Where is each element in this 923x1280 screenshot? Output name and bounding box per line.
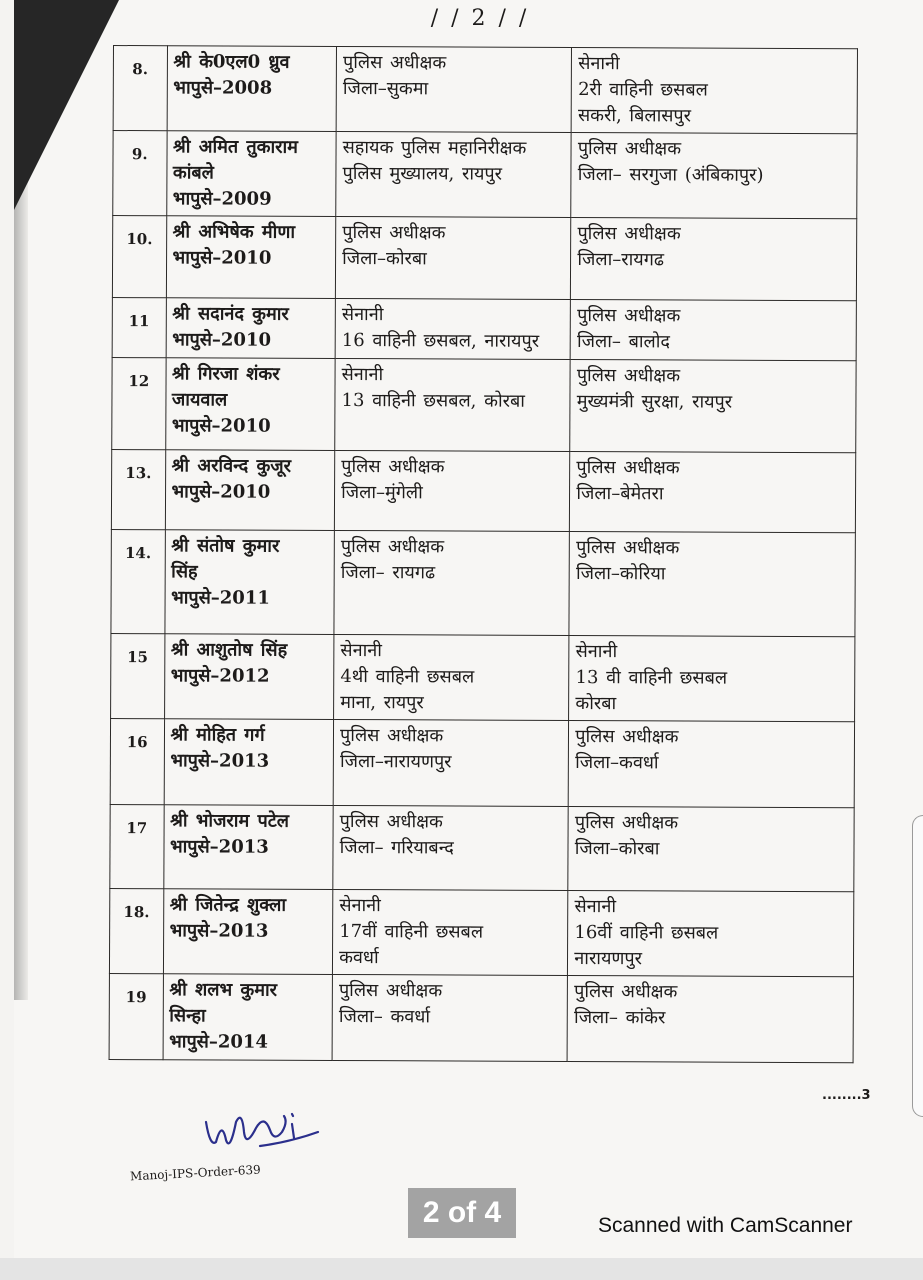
new-posting-cell: [567, 975, 853, 1062]
cell-line: कांबले: [172, 162, 214, 184]
new-posting-cell: [570, 451, 856, 532]
cell-line: पुलिस मुख्यालय, रायपुर: [342, 163, 503, 185]
cell-line: भापुसे–2009: [172, 188, 272, 210]
cell-line: पुलिस अधीक्षक: [341, 456, 445, 478]
serial-number-cell: 16: [110, 718, 164, 804]
cell-line: पुलिस अधीक्षक: [577, 223, 681, 245]
cell-line: माना, रायपुर: [340, 691, 424, 714]
cell-line: सेनानी: [339, 894, 381, 917]
viewer-bottom-bar: [0, 1258, 923, 1280]
officer-name-cell: [167, 46, 337, 132]
new-posting-cell: [571, 48, 857, 134]
table-row: [110, 718, 854, 807]
cell-line: सकरी, बिलासपुर: [577, 105, 692, 127]
new-posting-cell: [570, 359, 856, 452]
cell-line: पुलिस अधीक्षक: [577, 305, 681, 327]
current-posting-cell: [334, 634, 570, 720]
cell-line: सिन्हा: [169, 1005, 206, 1027]
serial-number-cell: 18.: [109, 888, 163, 973]
page-indicator: 2 of 4: [408, 1188, 516, 1238]
serial-number-cell: 11: [112, 297, 166, 357]
cell-line: जिला–सुकमा: [342, 78, 429, 100]
cell-line: श्री जितेन्द्र शुक्ला: [169, 894, 287, 916]
cell-line: सेनानी: [574, 896, 617, 918]
cell-line: जिला–बेमेतरा: [576, 483, 664, 505]
cell-line: पुलिस अधीक्षक: [574, 812, 679, 834]
cell-line: पुलिस अधीक्षक: [338, 979, 443, 1002]
cell-line: कोरबा: [575, 693, 617, 715]
cell-line: पुलिस अधीक्षक: [577, 138, 682, 160]
current-posting-cell: [335, 216, 571, 299]
officer-name-cell: [163, 974, 333, 1061]
cell-line: जिला–कोरबा: [574, 838, 660, 860]
current-posting-cell: [336, 46, 572, 132]
table-row: [112, 357, 856, 452]
cell-line: पुलिस अधीक्षक: [342, 52, 447, 74]
serial-number-cell: 12: [112, 357, 166, 449]
table-row: [111, 529, 855, 636]
new-posting-cell: [571, 133, 857, 219]
cell-line: जिला– रायगढ: [340, 561, 436, 584]
cell-line: जिला–कवर्धा: [575, 752, 659, 774]
cell-line: जिला–कोरबा: [342, 248, 427, 270]
officer-name-cell: [164, 530, 334, 635]
cell-line: श्री आशुतोष सिंह: [170, 639, 288, 661]
officer-name-cell: [165, 450, 335, 531]
officer-name-cell: [166, 131, 336, 217]
cell-line: भापुसे–2010: [171, 415, 271, 437]
cell-line: जिला– कांकेर: [574, 1007, 666, 1029]
cell-line: भापुसे–2013: [169, 836, 269, 858]
cell-line: श्री अरविन्द कुजूर: [171, 455, 292, 477]
officer-name-cell: [166, 298, 336, 359]
cell-line: श्री अभिषेक मीणा: [172, 221, 296, 243]
cell-line: 16 वाहिनी छसबल, नारायपुर: [341, 330, 540, 352]
table-body: [109, 46, 857, 1063]
cell-line: 17वीं वाहिनी छसबल: [339, 920, 484, 943]
cell-line: भापुसे–2012: [170, 665, 270, 687]
table-row: [109, 973, 853, 1062]
current-posting-cell: [333, 805, 569, 890]
new-posting-cell: [569, 531, 855, 636]
cell-line: श्री सदानंद कुमार: [172, 303, 289, 325]
cell-line: जिला– बालोद: [576, 331, 671, 353]
serial-number-cell: 14.: [111, 529, 165, 633]
serial-number-cell: 9.: [113, 131, 167, 216]
cell-line: श्री शलभ कुमार: [169, 979, 278, 1001]
cell-line: सेनानी: [575, 641, 618, 663]
cell-line: पुलिस अधीक्षक: [576, 365, 681, 387]
footer-file-reference: Manoj-IPS-Order-639: [129, 1162, 262, 1184]
cell-line: श्री भोजराम पटेल: [170, 810, 290, 832]
cell-line: श्री मोहित गर्ग: [170, 724, 265, 746]
cell-line: पुलिस अधीक्षक: [340, 724, 444, 747]
continuation-marker: ........3: [822, 1088, 871, 1103]
cell-line: भापुसे–2011: [171, 587, 270, 609]
new-posting-cell: [568, 720, 854, 807]
officer-name-cell: [164, 719, 334, 806]
table-row: [112, 216, 856, 301]
cell-line: मुख्यमंत्री सुरक्षा, रायपुर: [576, 391, 733, 413]
table-row: [111, 633, 855, 721]
table-row: [109, 888, 853, 976]
current-posting-cell: [334, 530, 570, 635]
cell-line: भापुसे–2010: [171, 481, 271, 503]
serial-number-cell: 8.: [113, 46, 167, 131]
cell-line: सेनानी: [578, 53, 620, 75]
new-posting-cell: [571, 218, 857, 301]
cell-line: पुलिस अधीक्षक: [342, 222, 446, 244]
officer-name-cell: [164, 634, 334, 720]
cell-line: सेनानी: [340, 639, 382, 662]
serial-number-cell: 15: [111, 633, 165, 718]
serial-number-cell: 17: [110, 804, 164, 888]
cell-line: सेनानी: [341, 364, 384, 386]
current-posting-cell: [333, 889, 569, 975]
current-posting-cell: [332, 974, 568, 1061]
cell-line: श्री के0एल0 ध्रुव: [173, 51, 290, 73]
transfer-order-table: [109, 45, 858, 1063]
officer-name-cell: [163, 889, 333, 975]
cell-line: कवर्धा: [339, 946, 379, 969]
current-posting-cell: [335, 358, 571, 451]
cell-line: श्री संतोष कुमार: [171, 535, 280, 557]
cell-line: भापुसे–2010: [172, 247, 272, 269]
cell-line: श्री अमित तुकाराम: [173, 136, 299, 158]
cell-line: जिला–रायगढ: [577, 249, 665, 271]
current-posting-cell: [333, 719, 569, 806]
serial-number-cell: 13.: [111, 449, 165, 529]
cell-line: पुलिस अधीक्षक: [574, 981, 678, 1003]
officer-name-cell: [165, 358, 335, 451]
handwritten-signature: [200, 1102, 330, 1162]
cell-line: पुलिस अधीक्षक: [339, 810, 443, 833]
serial-number-cell: 19: [109, 973, 163, 1059]
cell-line: सेनानी: [341, 304, 384, 326]
new-posting-cell: [569, 635, 855, 721]
camscanner-watermark: Scanned with CamScanner: [598, 1214, 853, 1237]
cell-line: पुलिस अधीक्षक: [576, 457, 680, 479]
cell-line: नारायणपुर: [574, 948, 643, 970]
cell-line: 13 वाहिनी छसबल, कोरबा: [341, 390, 525, 412]
officer-name-cell: [166, 216, 336, 299]
side-scroll-handle[interactable]: [912, 815, 923, 1117]
cell-line: भापुसे–2010: [172, 329, 272, 351]
cell-line: भापुसे–2008: [173, 77, 273, 99]
table-row: [111, 449, 855, 532]
current-posting-cell: [336, 131, 572, 217]
cell-line: पुलिस अधीक्षक: [575, 726, 679, 748]
cell-line: 13 वी वाहिनी छसबल: [575, 667, 728, 689]
cell-line: श्री गिरजा शंकर: [172, 363, 280, 385]
new-posting-cell: [568, 890, 854, 976]
officer-name-cell: [163, 805, 333, 890]
cell-line: जिला–कोरिया: [575, 563, 666, 585]
serial-number-cell: 10.: [112, 216, 166, 298]
new-posting-cell: [568, 806, 854, 891]
cell-line: 4थी वाहिनी छसबल: [340, 665, 475, 688]
cell-line: 16वीं वाहिनी छसबल: [574, 922, 719, 944]
table-row: [110, 804, 854, 891]
cell-line: सिंह: [171, 561, 198, 583]
cell-line: जायवाल: [171, 389, 228, 411]
table-row: [112, 297, 856, 360]
current-posting-cell: [335, 298, 570, 359]
cell-line: 2री वाहिनी छसबल: [578, 79, 708, 101]
cell-line: पुलिस अधीक्षक: [340, 535, 445, 558]
new-posting-cell: [570, 299, 856, 360]
cell-line: जिला– गरियाबन्द: [339, 836, 454, 859]
cell-line: जिला–मुंगेली: [341, 481, 423, 504]
cell-line: सहायक पुलिस महानिरीक्षक: [342, 137, 527, 159]
cell-line: भापुसे–2013: [170, 750, 270, 772]
cell-line: जिला–नारायणपुर: [339, 750, 452, 773]
cell-line: जिला– कवर्धा: [338, 1005, 431, 1028]
cell-line: भापुसे–2013: [169, 920, 269, 942]
cell-line: पुलिस अधीक्षक: [576, 537, 680, 559]
table-row: [113, 46, 857, 134]
folded-corner-shadow: [14, 0, 119, 210]
table-row: [113, 131, 857, 219]
cell-line: जिला– सरगुजा (अंबिकापुर): [577, 164, 764, 186]
cell-line: भापुसे–2014: [169, 1031, 269, 1053]
page-header: / / 2 / /: [430, 6, 530, 31]
current-posting-cell: [334, 450, 570, 531]
